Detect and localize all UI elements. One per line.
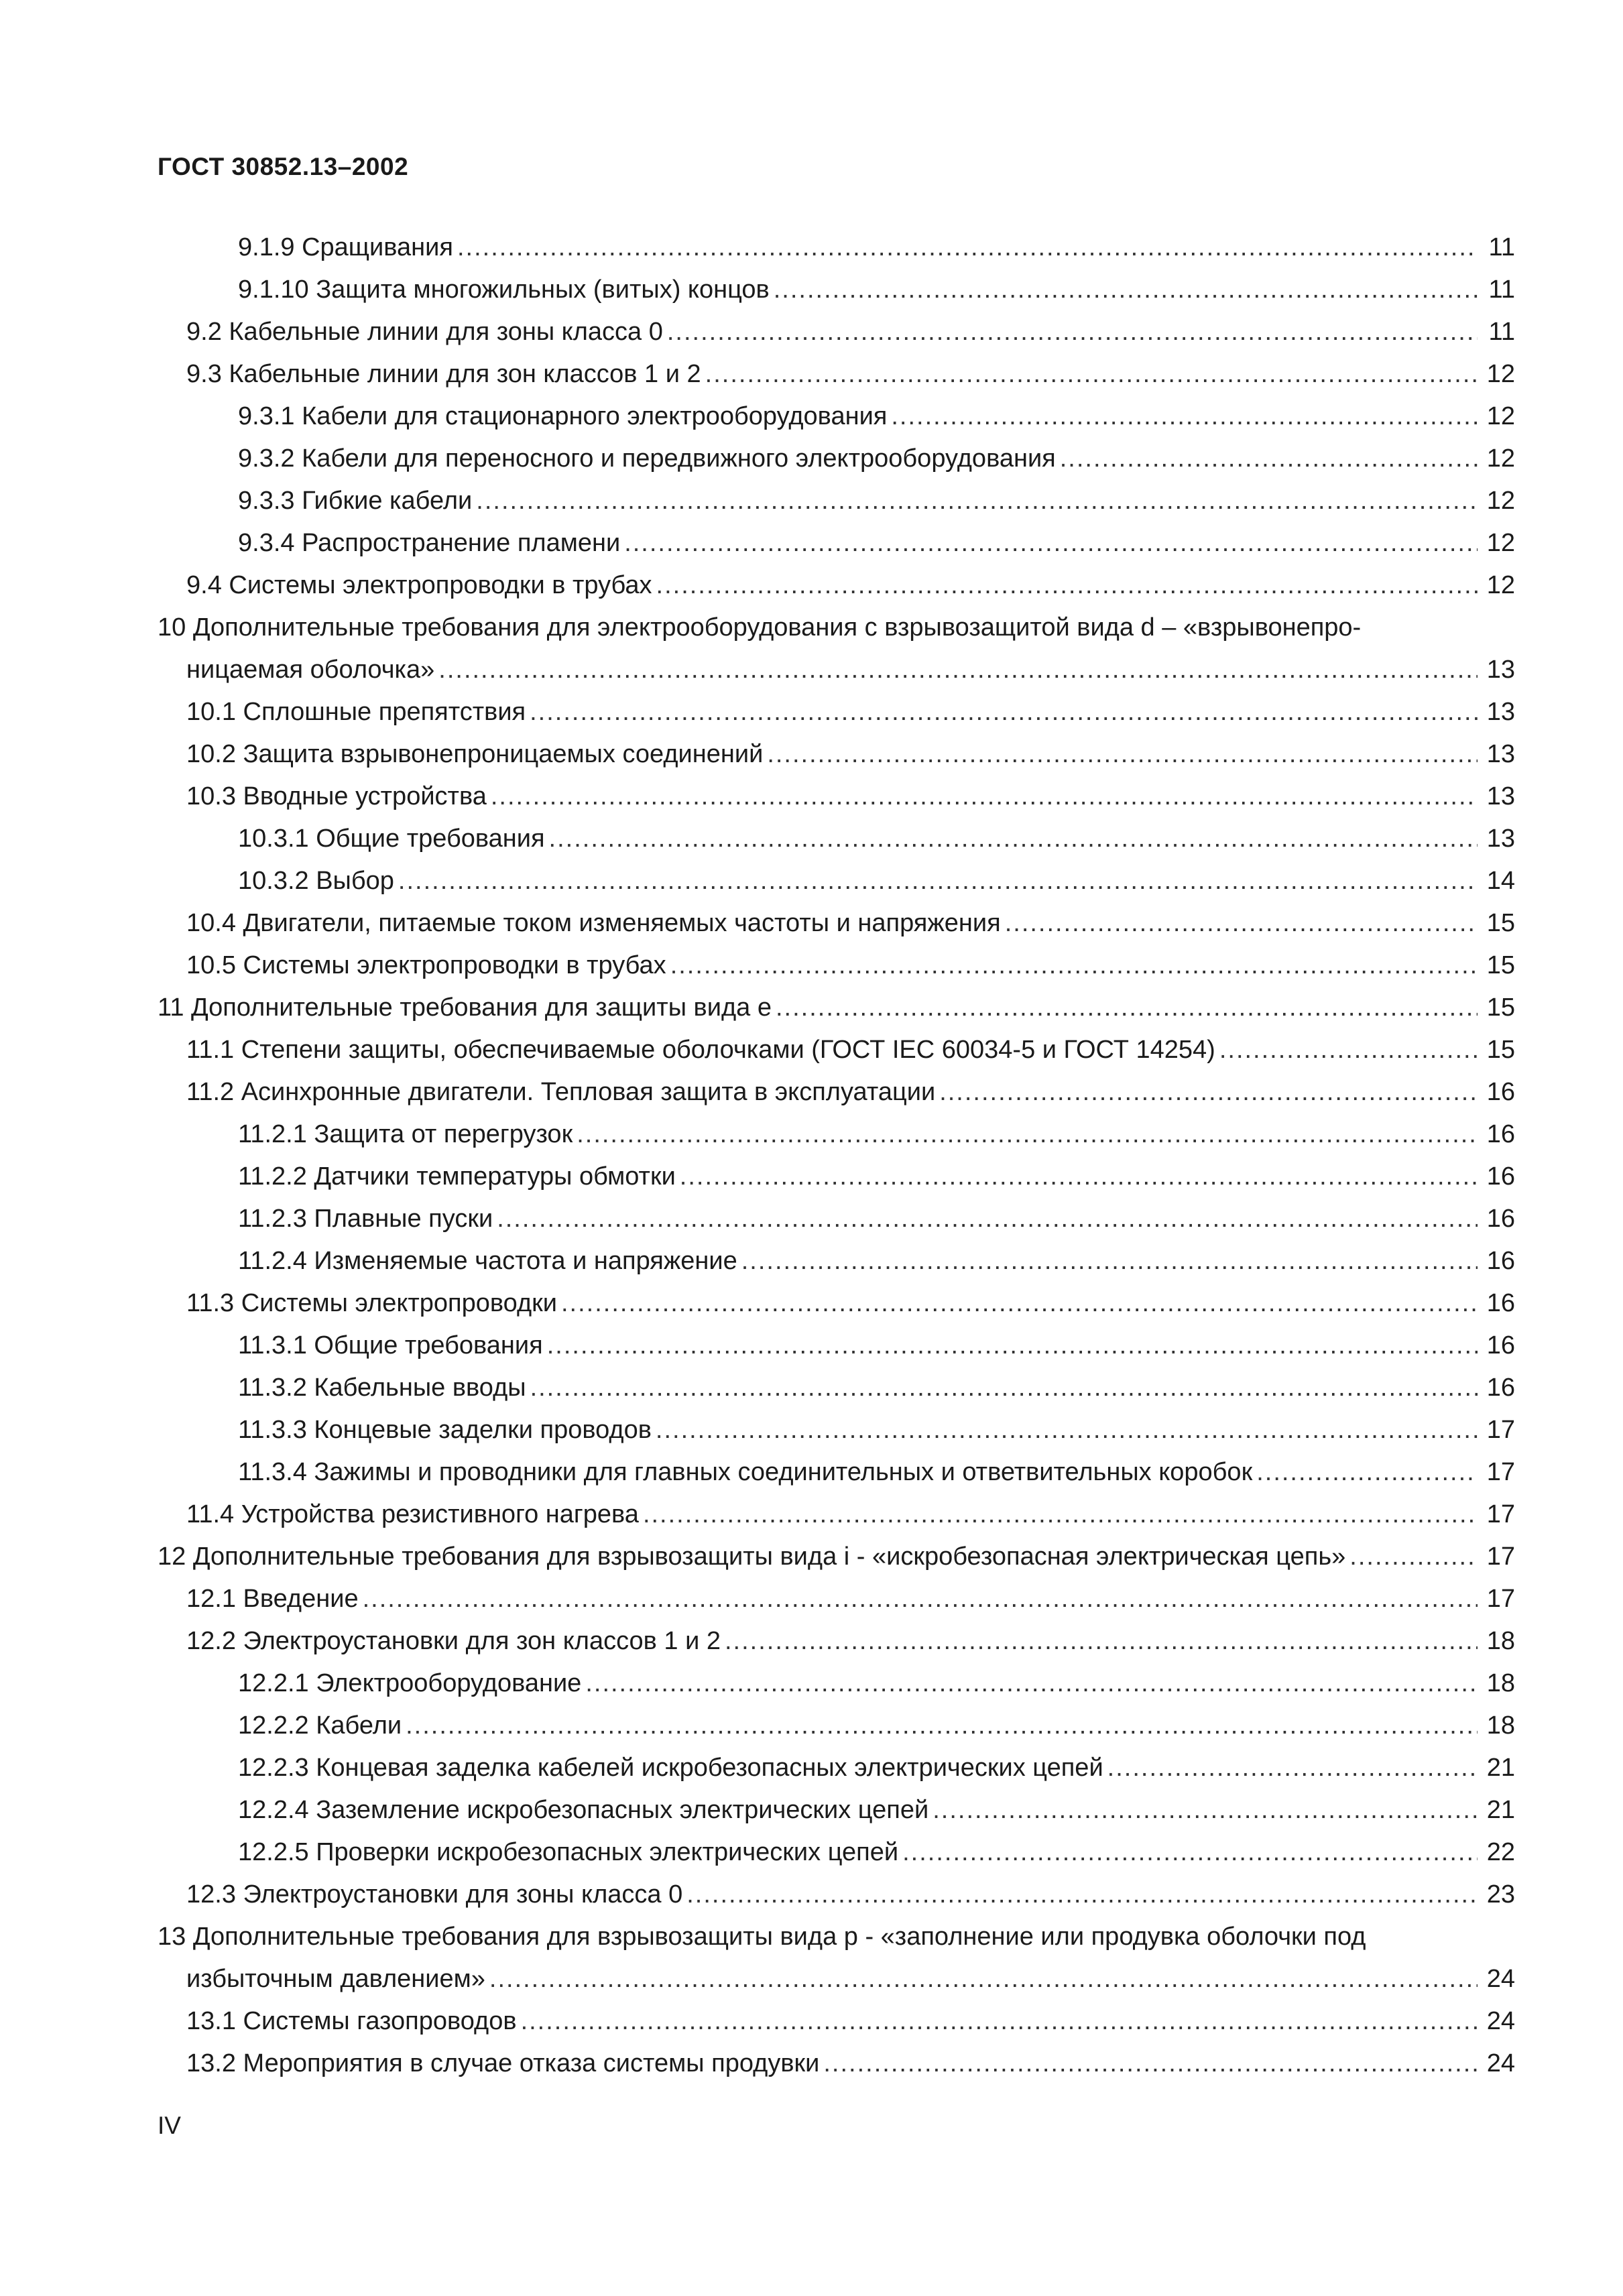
toc-entry[interactable] [158,1325,1515,1367]
toc-entry-title: 12.1 Введение [186,1585,359,1613]
dot-leader [776,987,1478,1029]
toc-entry-page: 16 [1486,1120,1515,1148]
dot-leader [686,1874,1478,1916]
dot-leader [1349,1536,1478,1578]
toc-entry[interactable] [158,1578,1515,1620]
toc-entry-title: 11.2.2 Датчики температуры обмотки [238,1162,676,1191]
toc-entry[interactable] [158,2043,1515,2085]
page-number: IV [158,2112,181,2139]
toc-entry-page: 15 [1486,909,1515,937]
toc-entry[interactable] [158,1874,1515,1916]
toc-entry-title: 12.2.3 Концевая заделка кабелей искробезопасных электрических цепей [238,1754,1103,1782]
toc-entry-page: 16 [1486,1374,1515,1402]
toc-entry-title: 12.2.2 Кабели [238,1711,402,1740]
dot-leader [891,396,1478,438]
toc-entry[interactable] [158,1029,1515,1071]
toc-entry[interactable] [158,1071,1515,1113]
dot-leader [624,522,1478,564]
toc-entry-title: 9.2 Кабельные линии для зоны класса 0 [186,318,663,346]
dot-leader [530,691,1478,733]
toc-entry-page: 17 [1486,1543,1515,1571]
toc-entry-title: избыточным давлением» [186,1965,485,1993]
toc-entry-title: 9.3.3 Гибкие кабели [238,487,473,515]
dot-leader [585,1663,1478,1705]
toc-entry[interactable] [158,691,1515,733]
document-header: ГОСТ 30852.13–2002 [158,153,409,180]
toc-entry-page: 16 [1486,1205,1515,1233]
toc-entry-title: 11.2.1 Защита от перегрузок [238,1120,573,1148]
toc-entry-page: 15 [1486,951,1515,979]
dot-leader [774,269,1478,311]
dot-leader [823,2043,1478,2085]
toc-entry[interactable] [158,1198,1515,1240]
table-of-contents [158,227,1515,2085]
dot-leader [741,1240,1478,1282]
toc-entry-title: 12.2.1 Электрооборудование [238,1669,582,1697]
toc-entry-page: 21 [1486,1796,1515,1824]
toc-entry-page: 23 [1486,1880,1515,1909]
toc-entry-title: 9.1.9 Сращивания [238,233,453,261]
toc-entry-page: 12 [1486,402,1515,430]
toc-entry[interactable] [158,522,1515,564]
toc-entry-page: 15 [1486,993,1515,1022]
toc-entry-title: 10.3 Вводные устройства [186,782,487,810]
toc-entry-page: 16 [1486,1078,1515,1106]
toc-entry[interactable] [158,311,1515,353]
dot-leader [438,649,1478,691]
toc-entry[interactable] [158,1958,1515,2000]
toc-entry-page: 24 [1486,2007,1515,2035]
toc-entry[interactable] [158,733,1515,776]
toc-entry[interactable] [158,1831,1515,1874]
toc-entry-page: 17 [1486,1416,1515,1444]
toc-entry[interactable] [158,1705,1515,1747]
dot-leader [933,1789,1478,1831]
dot-leader [667,311,1478,353]
toc-entry[interactable] [158,776,1515,818]
toc-entry-title: 11.2 Асинхронные двигатели. Тепловая защита в эксплуатации [186,1078,936,1106]
toc-entry-page: 18 [1486,1669,1515,1697]
dot-leader [497,1198,1478,1240]
toc-entry-title: 11.3.1 Общие требования [238,1331,543,1360]
dot-leader [902,1831,1478,1874]
toc-entry-page: 21 [1486,1754,1515,1782]
toc-entry-page: 13 [1486,825,1515,853]
toc-entry[interactable] [158,269,1515,311]
dot-leader [489,1958,1478,2000]
toc-entry-page: 18 [1486,1627,1515,1655]
toc-entry-title: 10 Дополнительные требования для электрооборудования с взрывозащитой вида d – «взрывонепро- [158,613,1362,642]
toc-entry-page: 12 [1486,529,1515,557]
dot-leader [491,776,1478,818]
toc-entry-title: 12.3 Электроустановки для зоны класса 0 [186,1880,683,1909]
dot-leader [398,860,1478,902]
dot-leader [1107,1747,1478,1789]
dot-leader [521,2000,1478,2043]
toc-entry[interactable] [158,649,1515,691]
dot-leader [1060,438,1478,480]
dot-leader [530,1367,1478,1409]
toc-entry[interactable] [158,1451,1515,1494]
toc-entry-page: 11 [1488,276,1515,304]
dot-leader [561,1282,1478,1325]
dot-leader [549,818,1478,860]
toc-entry-page: 12 [1486,444,1515,473]
dot-leader [457,227,1478,269]
toc-entry-page: 16 [1486,1331,1515,1360]
toc-entry-title: 13.1 Системы газопроводов [186,2007,517,2035]
toc-entry-title: 12.2.5 Проверки искробезопасных электрических цепей [238,1838,899,1866]
dot-leader [705,353,1478,396]
toc-entry-title: ницаемая оболочка» [186,656,435,684]
toc-entry[interactable] [158,396,1515,438]
toc-entry-title: 10.4 Двигатели, питаемые током изменяемых частоты и напряжения [186,909,1001,937]
toc-entry-title: 10.1 Сплошные препятствия [186,698,526,726]
toc-entry-page: 13 [1486,698,1515,726]
dot-leader [363,1578,1478,1620]
toc-entry-title: 9.3.4 Распространение пламени [238,529,621,557]
toc-entry-page: 24 [1486,1965,1515,1993]
toc-entry-page: 17 [1486,1585,1515,1613]
toc-entry[interactable] [158,1916,1515,1958]
toc-entry[interactable] [158,1536,1515,1578]
toc-entry[interactable] [158,564,1515,607]
dot-leader [1256,1451,1478,1494]
toc-entry-title: 11 Дополнительные требования для защиты вида e [158,993,772,1022]
toc-entry-page: 14 [1486,867,1515,895]
dot-leader [656,1409,1478,1451]
toc-entry-title: 9.3.2 Кабели для переносного и передвижного электрооборудования [238,444,1056,473]
toc-entry[interactable] [158,2000,1515,2043]
toc-entry[interactable] [158,1663,1515,1705]
toc-entry-page: 15 [1486,1036,1515,1064]
toc-entry[interactable] [158,1620,1515,1663]
toc-entry[interactable] [158,1282,1515,1325]
toc-entry-title: 9.1.10 Защита многожильных (витых) концов [238,276,770,304]
toc-entry-page: 18 [1486,1711,1515,1740]
toc-entry-title: 12.2 Электроустановки для зон классов 1 и 2 [186,1627,721,1655]
toc-entry-title: 11.3.4 Зажимы и проводники для главных соединительных и ответвительных коробок [238,1458,1253,1486]
dot-leader [643,1494,1478,1536]
toc-entry-page: 17 [1486,1500,1515,1528]
toc-entry-title: 9.4 Системы электропроводки в трубах [186,571,652,599]
toc-entry[interactable] [158,902,1515,945]
toc-entry-title: 13.2 Мероприятия в случае отказа системы продувки [186,2049,820,2077]
toc-entry-title: 11.3.2 Кабельные вводы [238,1374,526,1402]
toc-entry-title: 10.3.2 Выбор [238,867,394,895]
toc-entry-page: 13 [1486,740,1515,768]
toc-entry-page: 12 [1486,571,1515,599]
toc-entry-title: 11.1 Степени защиты, обеспечиваемые оболочками (ГОСТ IEC 60034-5 и ГОСТ 14254) [186,1036,1215,1064]
toc-entry-title: 9.3 Кабельные линии для зон классов 1 и 2 [186,360,701,388]
toc-entry-title: 9.3.1 Кабели для стационарного электрооборудования [238,402,888,430]
toc-entry-page: 24 [1486,2049,1515,2077]
dot-leader [547,1325,1478,1367]
toc-entry-title: 12.2.4 Заземление искробезопасных электрических цепей [238,1796,929,1824]
toc-entry-title: 10.3.1 Общие требования [238,825,545,853]
toc-entry[interactable] [158,607,1515,649]
toc-entry[interactable] [158,1367,1515,1409]
toc-entry[interactable] [158,860,1515,902]
toc-entry[interactable] [158,1789,1515,1831]
dot-leader [1219,1029,1478,1071]
toc-entry-page: 12 [1486,360,1515,388]
dot-leader [1005,902,1478,945]
toc-entry-page: 13 [1486,656,1515,684]
toc-entry[interactable] [158,227,1515,269]
toc-entry[interactable] [158,987,1515,1029]
toc-entry-page: 11 [1488,318,1515,346]
dot-leader [680,1156,1478,1198]
toc-entry-page: 22 [1486,1838,1515,1866]
dot-leader [476,480,1478,522]
dot-leader [767,733,1478,776]
toc-entry-title: 11.2.3 Плавные пуски [238,1205,493,1233]
toc-entry-page: 16 [1486,1162,1515,1191]
dot-leader [670,945,1478,987]
dot-leader [656,564,1478,607]
toc-entry-title: 11.3 Системы электропроводки [186,1289,557,1317]
dot-leader [725,1620,1478,1663]
dot-leader [577,1113,1478,1156]
toc-entry[interactable] [158,1156,1515,1198]
toc-entry[interactable] [158,1240,1515,1282]
toc-entry-title: 13 Дополнительные требования для взрывозащиты вида p - «заполнение или продувка оболочки под [158,1923,1366,1951]
toc-entry[interactable] [158,438,1515,480]
toc-entry[interactable] [158,353,1515,396]
toc-entry[interactable] [158,1409,1515,1451]
dot-leader [406,1705,1478,1747]
toc-entry-page: 11 [1488,233,1515,261]
toc-entry-title: 10.2 Защита взрывонепроницаемых соединений [186,740,764,768]
toc-entry-page: 16 [1486,1289,1515,1317]
toc-entry[interactable] [158,1113,1515,1156]
toc-entry-page: 17 [1486,1458,1515,1486]
toc-entry[interactable] [158,1494,1515,1536]
toc-entry-title: 10.5 Системы электропроводки в трубах [186,951,666,979]
toc-entry[interactable] [158,945,1515,987]
toc-entry-page: 13 [1486,782,1515,810]
dot-leader [939,1071,1478,1113]
toc-entry-title: 12 Дополнительные требования для взрывозащиты вида i - «искробезопасная электрическая цепь» [158,1543,1346,1571]
toc-entry[interactable] [158,1747,1515,1789]
toc-entry-page: 16 [1486,1247,1515,1275]
toc-entry-title: 11.2.4 Изменяемые частота и напряжение [238,1247,737,1275]
toc-entry[interactable] [158,818,1515,860]
toc-entry[interactable] [158,480,1515,522]
toc-entry-title: 11.3.3 Концевые заделки проводов [238,1416,652,1444]
toc-entry-page: 12 [1486,487,1515,515]
toc-entry-title: 11.4 Устройства резистивного нагрева [186,1500,639,1528]
